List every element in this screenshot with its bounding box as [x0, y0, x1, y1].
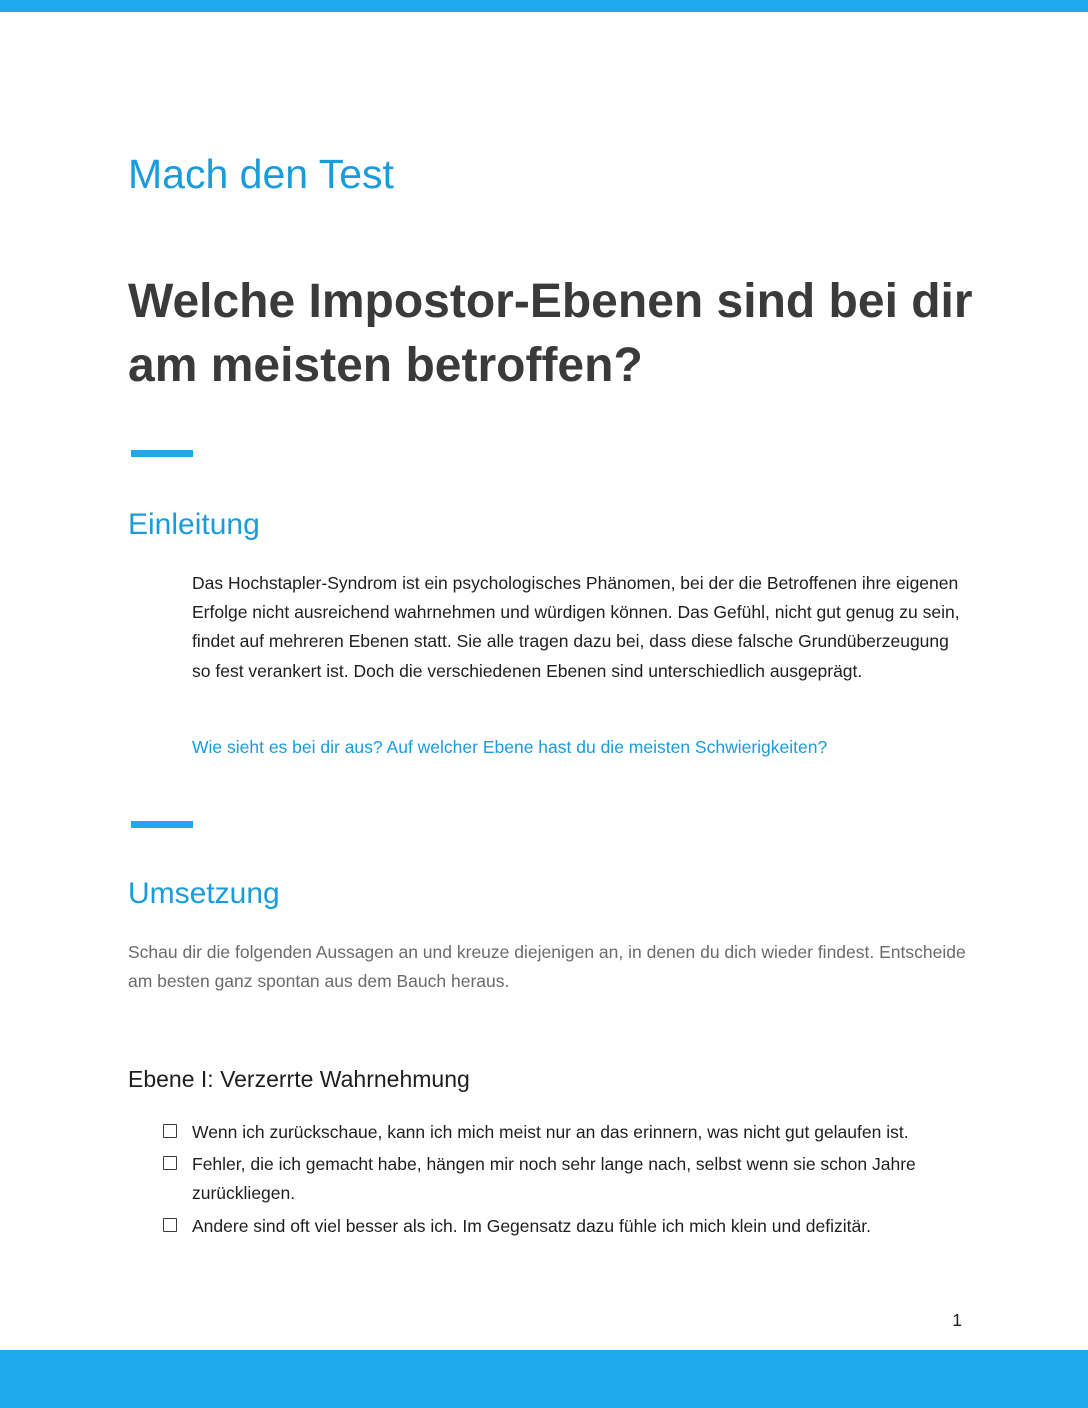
- intro-heading: Einleitung: [128, 508, 260, 541]
- level-1-heading: Ebene I: Verzerrte Wahrnehmung: [128, 1066, 470, 1092]
- checkbox[interactable]: [163, 1124, 177, 1138]
- level-1-checklist: [163, 1118, 963, 1244]
- section-divider: [131, 450, 193, 457]
- checklist-item-label: Wenn ich zurückschaue, kann ich mich meist nur an das erinnern, was nicht gut gelaufen ist.: [192, 1122, 909, 1142]
- checklist-item-label: Andere sind oft viel besser als ich. Im Gegensatz dazu fühle ich mich klein und defizitär.: [192, 1215, 871, 1236]
- page-kicker: Mach den Test: [128, 151, 394, 197]
- intro-paragraph: Das Hochstapler-Syndrom ist ein psychologisches Phänomen, bei der die Betroffenen ihre eigenen Erfolge nicht ausreichend wahrnehmen und würdigen können. Das Gefühl, nicht gut genug zu sein, findet auf mehreren Ebenen statt. Sie alle tragen dazu bei, dass diese falsche Grundüberzeugung so fest verankert ist. Doch die verschiedenen Ebenen sind unterschiedlich ausgeprägt.: [192, 573, 960, 681]
- intro-question: Wie sieht es bei dir aus? Auf welcher Ebene hast du die meisten Schwierigkeiten?: [192, 737, 828, 757]
- checklist-item: [163, 1212, 963, 1241]
- checklist-item-label: Fehler, die ich gemacht habe, hängen mir noch sehr lange nach, selbst wenn sie schon Jahre zurückliegen.: [192, 1154, 916, 1204]
- bottom-accent-bar: [0, 1350, 1088, 1408]
- checklist-item: [163, 1150, 963, 1208]
- section-divider: [131, 821, 193, 828]
- implementation-heading: Umsetzung: [128, 877, 280, 910]
- page-title: Welche Impostor-Ebenen sind bei dir am meisten betroffen?: [128, 275, 973, 392]
- page-number: 1: [952, 1310, 962, 1330]
- checklist-item: [163, 1118, 963, 1147]
- top-accent-bar: [0, 0, 1088, 12]
- implementation-instructions: Schau dir die folgenden Aussagen an und kreuze diejenigen an, in denen du dich wieder findest. Entscheide am besten ganz spontan aus dem Bauch heraus.: [128, 942, 966, 992]
- checkbox[interactable]: [163, 1218, 177, 1232]
- checkbox[interactable]: [163, 1156, 177, 1170]
